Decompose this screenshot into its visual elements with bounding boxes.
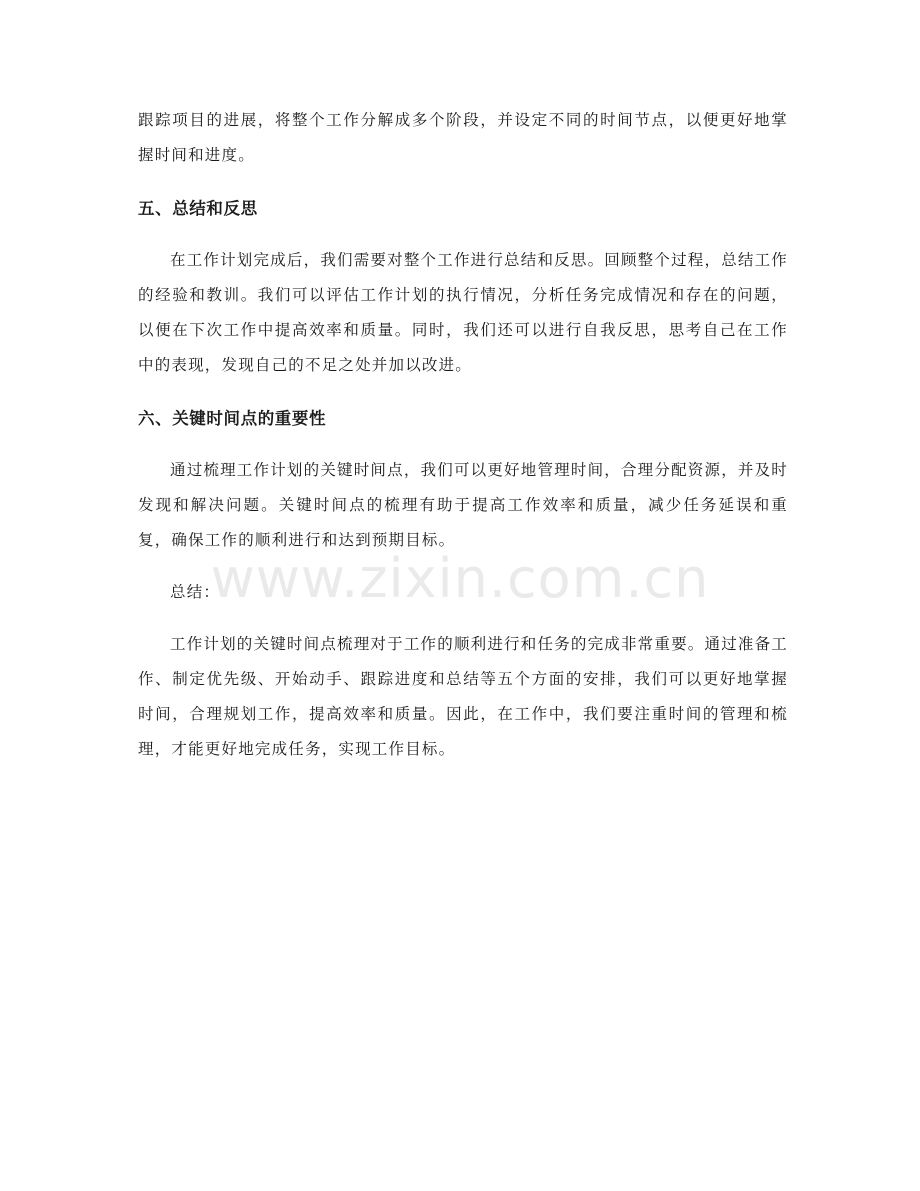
section-body-6: 通过梳理工作计划的关键时间点，我们可以更好地管理时间，合理分配资源，并及时发现和解决问题。关键时间点的梳理有助于提高工作效率和质量，减少任务延误和重复，确保工作的顺利进行和达到预期目标。 bbox=[138, 461, 788, 549]
section-body-5: 在工作计划完成后，我们需要对整个工作进行总结和反思。回顾整个过程，总结工作的经验和教训。我们可以评估工作计划的执行情况，分析任务完成情况和存在的问题，以便在下次工作中提高效率和质量。同时，我们还可以进行自我反思，思考自己在工作中的表现，发现自己的不足之处并加以改进。 bbox=[138, 251, 788, 374]
spacer bbox=[138, 610, 788, 627]
continuation-paragraph: 跟踪项目的进展，将整个工作分解成多个阶段，并设定不同的时间节点，以便更好地掌握时间和进度。 bbox=[138, 111, 788, 164]
spacer bbox=[138, 383, 788, 401]
summary-label: 总结： bbox=[170, 583, 221, 601]
spacer bbox=[138, 173, 788, 191]
spacer bbox=[138, 558, 788, 575]
spacer bbox=[138, 226, 788, 243]
section-heading-5: 五、总结和反思 bbox=[138, 199, 258, 218]
summary-paragraph: 工作计划的关键时间点梳理对于工作的顺利进行和任务的完成非常重要。通过准备工作、制定优先级、开始动手、跟踪进度和总结等五个方面的安排，我们可以更好地掌握时间，合理规划工作，提高效率和质量。因此，在工作中，我们要注重时间的管理和梳理，才能更好地完成任务，实现工作目标。 bbox=[138, 635, 788, 758]
document-body bbox=[138, 103, 788, 767]
spacer bbox=[138, 436, 788, 453]
section-heading-6: 六、关键时间点的重要性 bbox=[138, 409, 327, 428]
watermark: www.zixin.com.cn bbox=[210, 547, 710, 610]
